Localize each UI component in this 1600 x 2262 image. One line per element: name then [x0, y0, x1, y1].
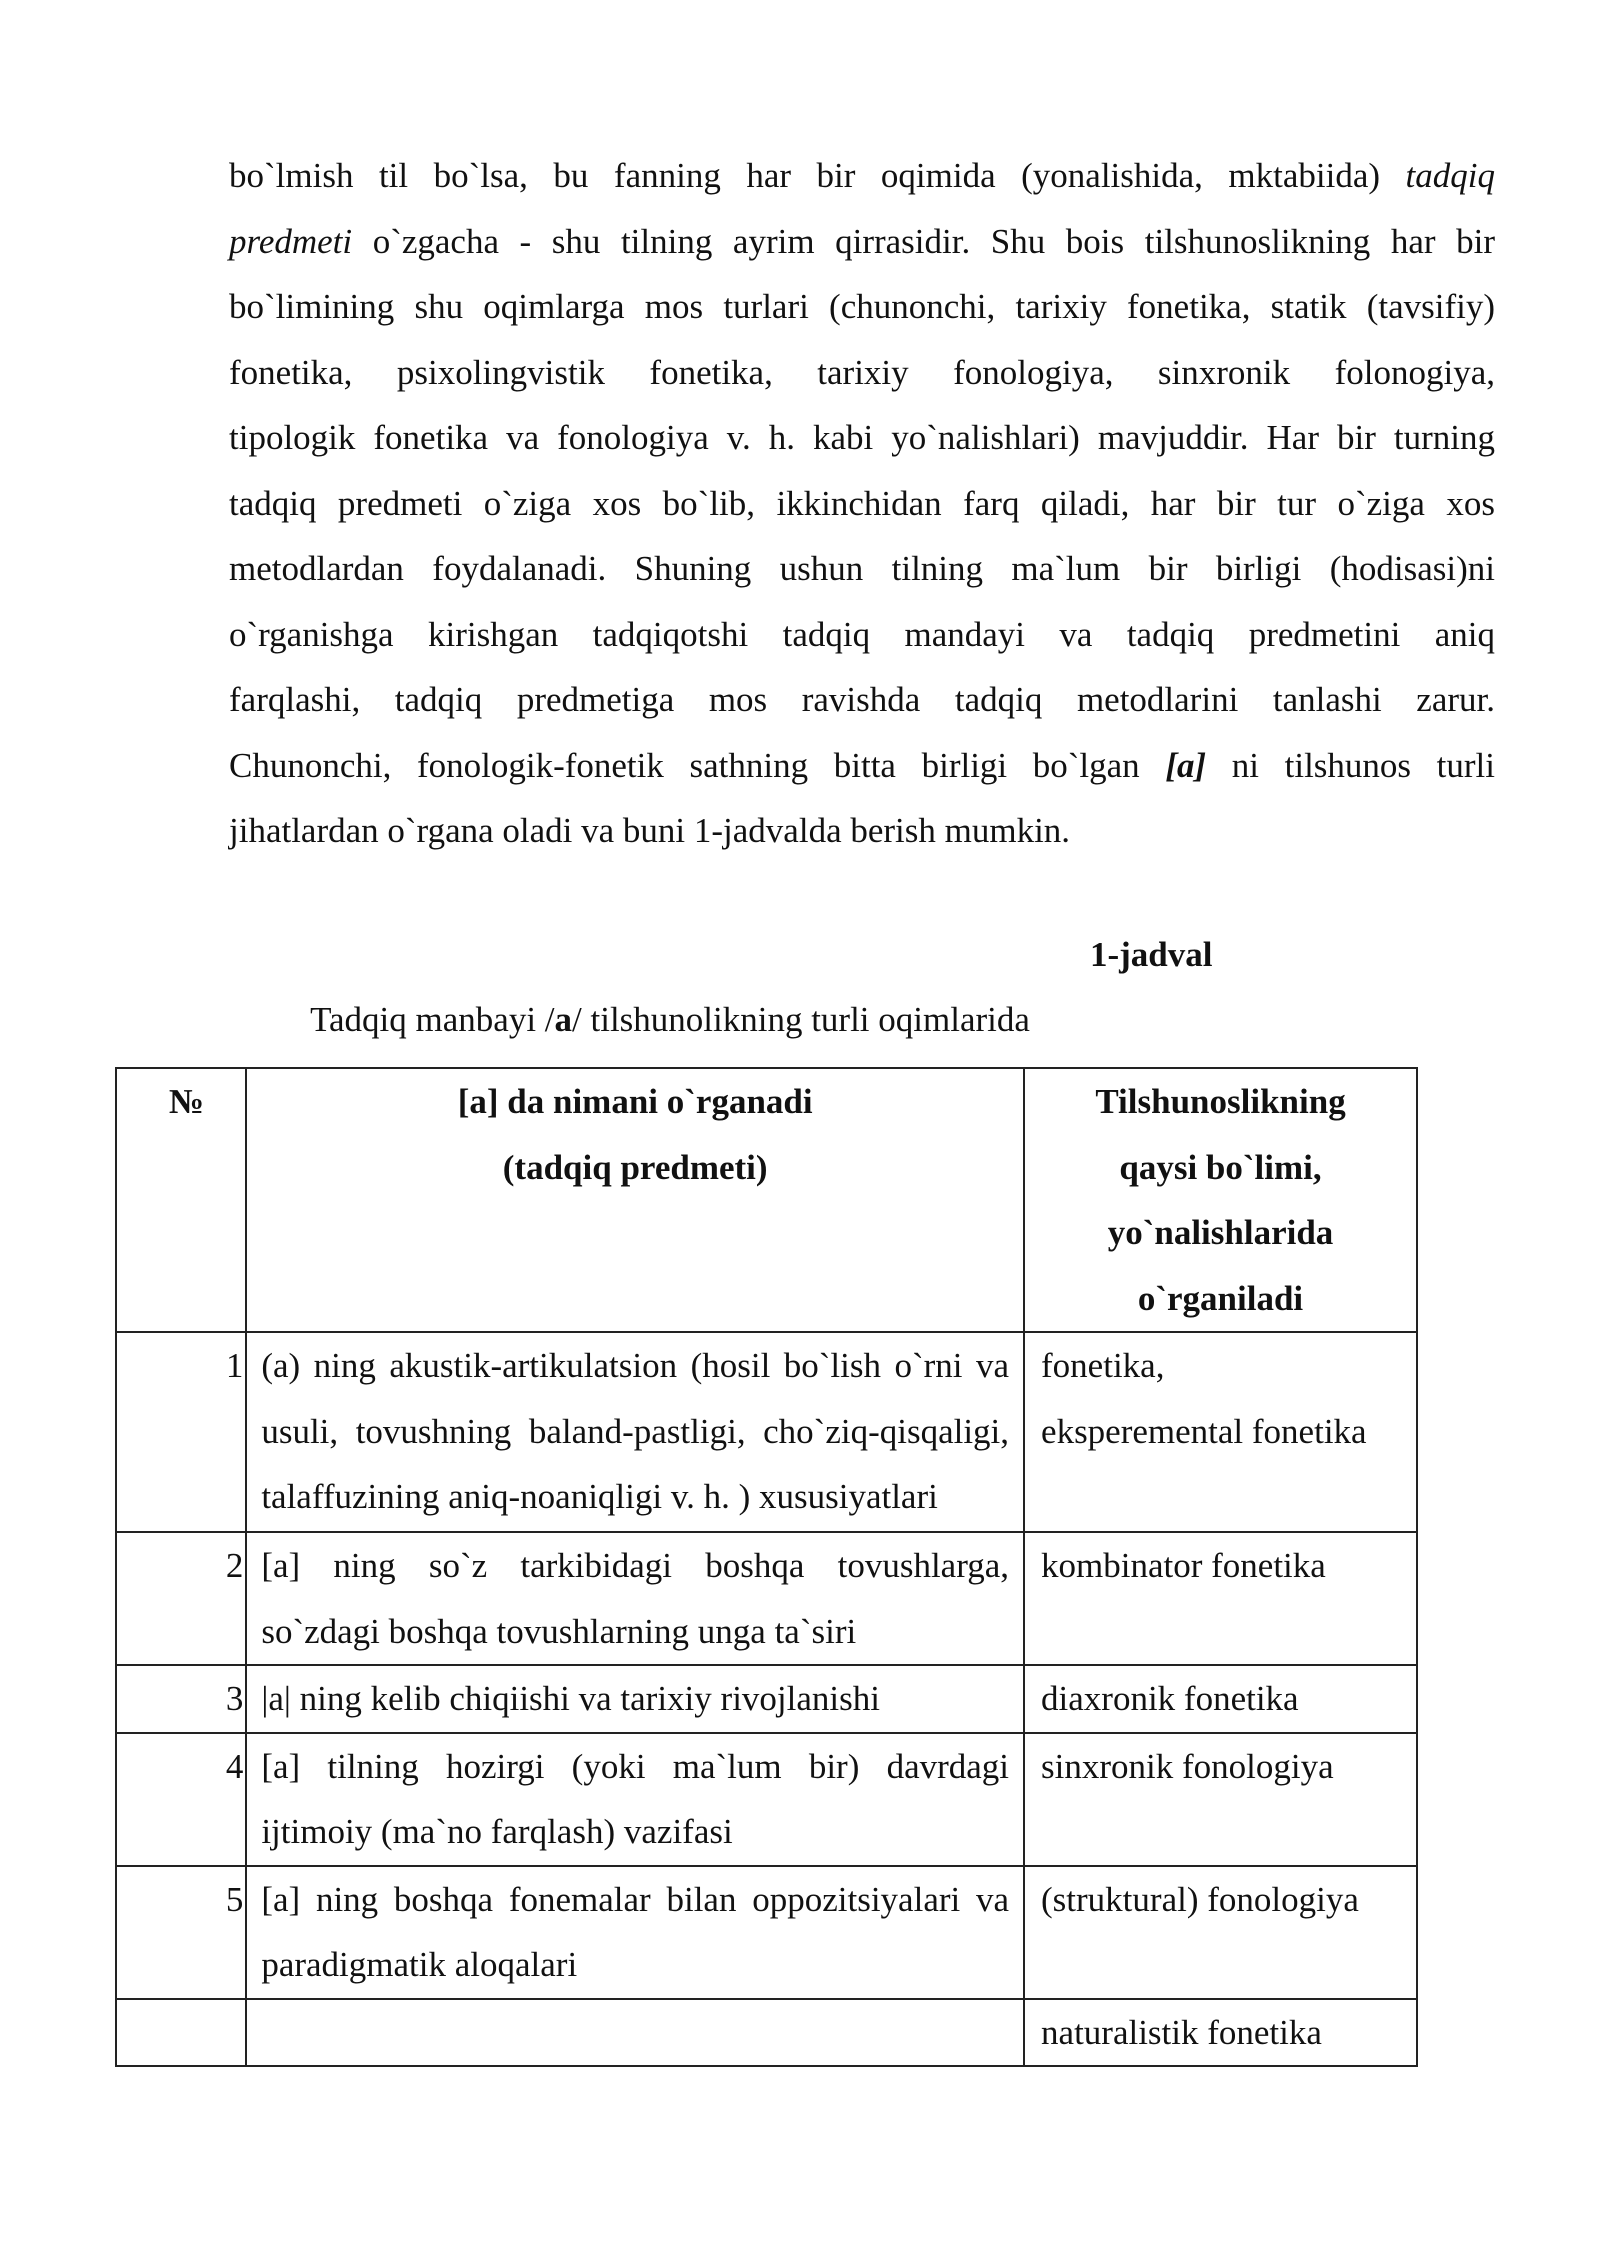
- table-row: [116, 1733, 1417, 1866]
- header-subject: [a] da nimani o`rganadi (tadqiq predmeti): [246, 1068, 1024, 1332]
- subject-line: [a] ning boshqa fonemalar bilan oppozitsiyalari va: [261, 1879, 1010, 1919]
- row-subject: [246, 1332, 1024, 1532]
- section-line: sinxronik fonologiya: [1041, 1746, 1334, 1786]
- section-line: fonetika,: [1041, 1346, 1165, 1385]
- paragraph-line-3: bo`limining shu oqimlarga mos turlari (chunonchi, tarixiy fonetika, statik (tavsifiy): [229, 287, 1495, 326]
- row-subject: [246, 1665, 1024, 1733]
- table-caption: Tadqiq manbayi /a/ tilshunolikning turli oqimlarida: [310, 1000, 1030, 1039]
- subject-line: [a] ning so`z tarkibidagi boshqa tovushlarga,: [261, 1546, 1010, 1585]
- body-paragraph: [229, 143, 1495, 864]
- phoneme-symbol: [a]: [1165, 745, 1207, 785]
- paragraph-line-4: fonetika, psixolingvistik fonetika, tarixiy fonologiya, sinxronik folonogiya,: [229, 352, 1495, 392]
- table-row: [116, 1332, 1417, 1532]
- row-section: [1024, 1332, 1417, 1532]
- table-row: [116, 1665, 1417, 1733]
- row-section: [1024, 1999, 1417, 2067]
- paragraph-line-7: metodlardan foydalanadi. Shuning ushun tilning ma`lum bir birligi (hodisasi)ni: [229, 549, 1495, 588]
- row-number: 1: [116, 1332, 246, 1532]
- section-line: kombinator fonetika: [1041, 1546, 1326, 1585]
- subject-line: (a) ning akustik-artikulatsion (hosil bo`lish o`rni va: [261, 1346, 1010, 1385]
- section-line: naturalistik fonetika: [1041, 2012, 1322, 2052]
- table-row: [116, 1532, 1417, 1665]
- section-line: diaxronik fonetika: [1041, 1679, 1299, 1718]
- row-subject: [246, 1733, 1024, 1866]
- subject-line: |a| ning kelib chiqiishi va tarixiy rivojlanishi: [261, 1679, 880, 1718]
- paragraph-line-8: o`rganishga kirishgan tadqiqotshi tadqiq mandayi va tadqiq predmetini aniq: [229, 614, 1495, 654]
- italic-term: tadqiq: [1405, 156, 1495, 195]
- subject-line: so`zdagi boshqa tovushlarning unga ta`siri: [261, 1611, 857, 1651]
- section-line: eksperemental fonetika: [1041, 1411, 1367, 1451]
- row-number: 3: [116, 1665, 246, 1733]
- paragraph-line-9: farqlashi, tadqiq predmetiga mos ravishda tadqiq metodlarini tanlashi zarur.: [229, 680, 1495, 719]
- row-section: [1024, 1665, 1417, 1733]
- section-line: (struktural) fonologiya: [1041, 1879, 1359, 1919]
- row-section: [1024, 1532, 1417, 1665]
- row-number: [116, 1999, 246, 2067]
- paragraph-line-5: tipologik fonetika va fonologiya v. h. kabi yo`nalishlari) mavjuddir. Har bir turning: [229, 418, 1495, 457]
- paragraph-line-6: tadqiq predmeti o`ziga xos bo`lib, ikkinchidan farq qiladi, har bir tur o`ziga xos: [229, 483, 1495, 523]
- subject-line: ijtimoiy (ma`no farqlash) vazifasi: [261, 1812, 733, 1851]
- header-section: Tilshunoslikning qaysi bo`limi, yo`nalishlarida o`rganiladi: [1024, 1068, 1417, 1332]
- row-subject: [246, 1999, 1024, 2067]
- subject-line: paradigmatik aloqalari: [261, 1945, 578, 1984]
- row-number: 4: [116, 1733, 246, 1866]
- header-number: №: [116, 1068, 246, 1332]
- row-number: 5: [116, 1866, 246, 1999]
- data-table: [115, 1067, 1418, 2067]
- row-subject: [246, 1532, 1024, 1665]
- subject-line: talaffuzining aniq-noaniqligi v. h. ) xususiyatlari: [261, 1477, 938, 1516]
- subject-line: [a] tilning hozirgi (yoki ma`lum bir) davrdagi: [261, 1746, 1010, 1786]
- paragraph-line-10: Chunonchi, fonologik-fonetik sathning bitta birligi bo`lgan [a] ni tilshunos turli: [229, 745, 1496, 785]
- italic-term: predmeti: [229, 221, 353, 261]
- subject-line: usuli, tovushning baland-pastligi, cho`ziq-qisqaligi,: [261, 1411, 1010, 1451]
- table-header-row: [116, 1068, 1417, 1332]
- table-row: [116, 1866, 1417, 1999]
- paragraph-line-11: jihatlardan o`rgana oladi va buni 1-jadvalda berish mumkin.: [229, 811, 1071, 850]
- row-section: [1024, 1733, 1417, 1866]
- row-subject: [246, 1866, 1024, 1999]
- paragraph-line-2: predmeti o`zgacha - shu tilning ayrim qirrasidir. Shu bois tilshunoslikning har bir: [229, 221, 1495, 261]
- table-row: [116, 1999, 1417, 2067]
- row-number: 2: [116, 1532, 246, 1665]
- table-label: 1-jadval: [1090, 935, 1213, 974]
- paragraph-line-1: bo`lmish til bo`lsa, bu fanning har bir oqimida (yonalishida, mktabiida) tadqiq: [229, 156, 1495, 195]
- row-section: [1024, 1866, 1417, 1999]
